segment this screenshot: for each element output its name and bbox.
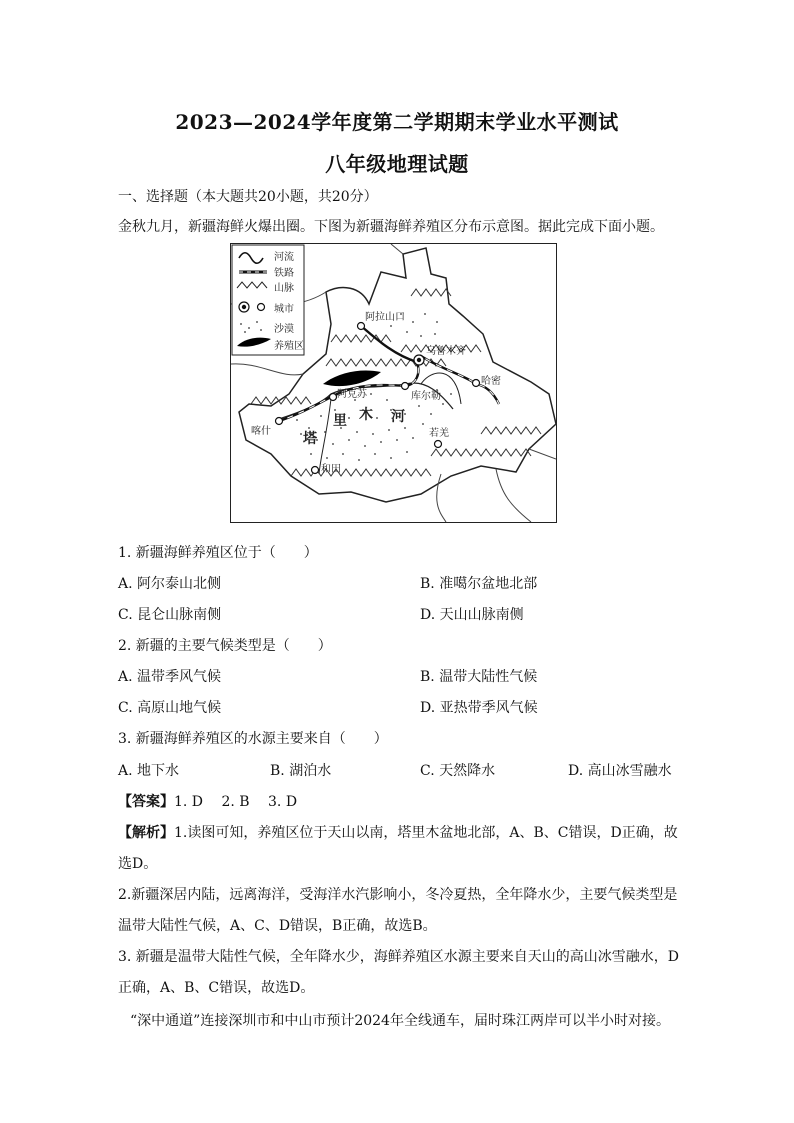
city-alashankou: 阿拉山口 <box>365 312 405 323</box>
next-passage: “深中通道”连接深圳市和中山市预计2024年全线通车，届时珠江两岸可以半小时对接。 <box>130 1013 670 1029</box>
basin-char-he: 河 <box>391 409 405 425</box>
question-1-option-b: B. 准噶尔盆地北部 <box>420 576 538 592</box>
answer-label: 【答案】 <box>118 794 174 810</box>
answer-line <box>118 791 297 811</box>
legend-river: 河流 <box>274 252 294 263</box>
analysis-line-5: 3. 新疆是温带大陆性气候，全年降水少，海鲜养殖区水源主要来自天山的高山冰雪融水，D <box>118 949 680 965</box>
legend-desert: 沙漠 <box>274 324 294 335</box>
city-kashgar: 喀什 <box>251 426 271 437</box>
legend-city: 城市 <box>274 304 294 315</box>
city-urumqi: 乌鲁木齐 <box>426 346 466 357</box>
basin-char-li: 里 <box>333 413 347 429</box>
section-heading: 一、选择题（本大题共20小题，共20分） <box>118 189 378 205</box>
legend-mountain: 山脉 <box>274 283 294 294</box>
question-3-option-a: A. 地下水 <box>118 763 180 779</box>
basin-char-mu: 木 <box>359 407 373 423</box>
analysis-line-6: 正确，A、B、C错误，故选D。 <box>118 980 315 996</box>
question-1-stem: 1. 新疆海鲜养殖区位于（ ） <box>118 545 318 561</box>
legend-railway: 铁路 <box>274 268 294 279</box>
question-3-option-b: B. 湖泊水 <box>270 763 332 779</box>
xinjiang-aquaculture-map <box>230 243 557 523</box>
legend-aquaculture: 养殖区 <box>274 341 304 352</box>
city-aksu: 阿克苏 <box>337 389 367 400</box>
city-ruoqiang: 若羌 <box>429 428 449 439</box>
question-2-option-b: B. 温带大陆性气候 <box>420 669 538 685</box>
question-1-option-c: C. 昆仑山脉南侧 <box>118 607 222 623</box>
basin-char-ta: 塔 <box>303 431 317 447</box>
question-2-option-a: A. 温带季风气候 <box>118 669 222 685</box>
analysis-line-4: 温带大陆性气候，A、C、D错误，B正确，故选B。 <box>118 918 437 934</box>
question-3-option-d: D. 高山冰雪融水 <box>568 763 672 779</box>
question-2-option-d: D. 亚热带季风气候 <box>420 700 538 716</box>
analysis-line-2: 选D。 <box>118 856 158 872</box>
question-1-option-d: D. 天山山脉南侧 <box>420 607 524 623</box>
question-1-option-a: A. 阿尔泰山北侧 <box>118 576 222 592</box>
answer-text: 1. D 2. B 3. D <box>174 794 298 810</box>
city-korla: 库尔勒 <box>411 391 441 402</box>
analysis-line-1 <box>118 822 678 842</box>
question-2-option-c: C. 高原山地气候 <box>118 700 222 716</box>
city-hotan: 和田 <box>321 464 341 475</box>
page-title: 2023—2024学年度第二学期期末学业水平测试 <box>175 110 619 134</box>
section-intro: 金秋九月，新疆海鲜火爆出圈。下图为新疆海鲜养殖区分布示意图。据此完成下面小题。 <box>118 219 664 235</box>
page-subtitle: 八年级地理试题 <box>325 152 469 176</box>
analysis-label: 【解析】 <box>118 825 174 841</box>
analysis-line-3: 2.新疆深居内陆，远离海洋，受海洋水汽影响小，冬冷夏热，全年降水少，主要气候类型是 <box>118 887 678 903</box>
city-hami: 哈密 <box>481 376 501 387</box>
question-3-stem: 3. 新疆海鲜养殖区的水源主要来自（ ） <box>118 731 388 747</box>
question-3-option-c: C. 天然降水 <box>420 763 496 779</box>
question-2-stem: 2. 新疆的主要气候类型是（ ） <box>118 638 332 654</box>
analysis-text-1: 1.读图可知，养殖区位于天山以南，塔里木盆地北部，A、B、C错误，D正确，故 <box>174 825 678 841</box>
